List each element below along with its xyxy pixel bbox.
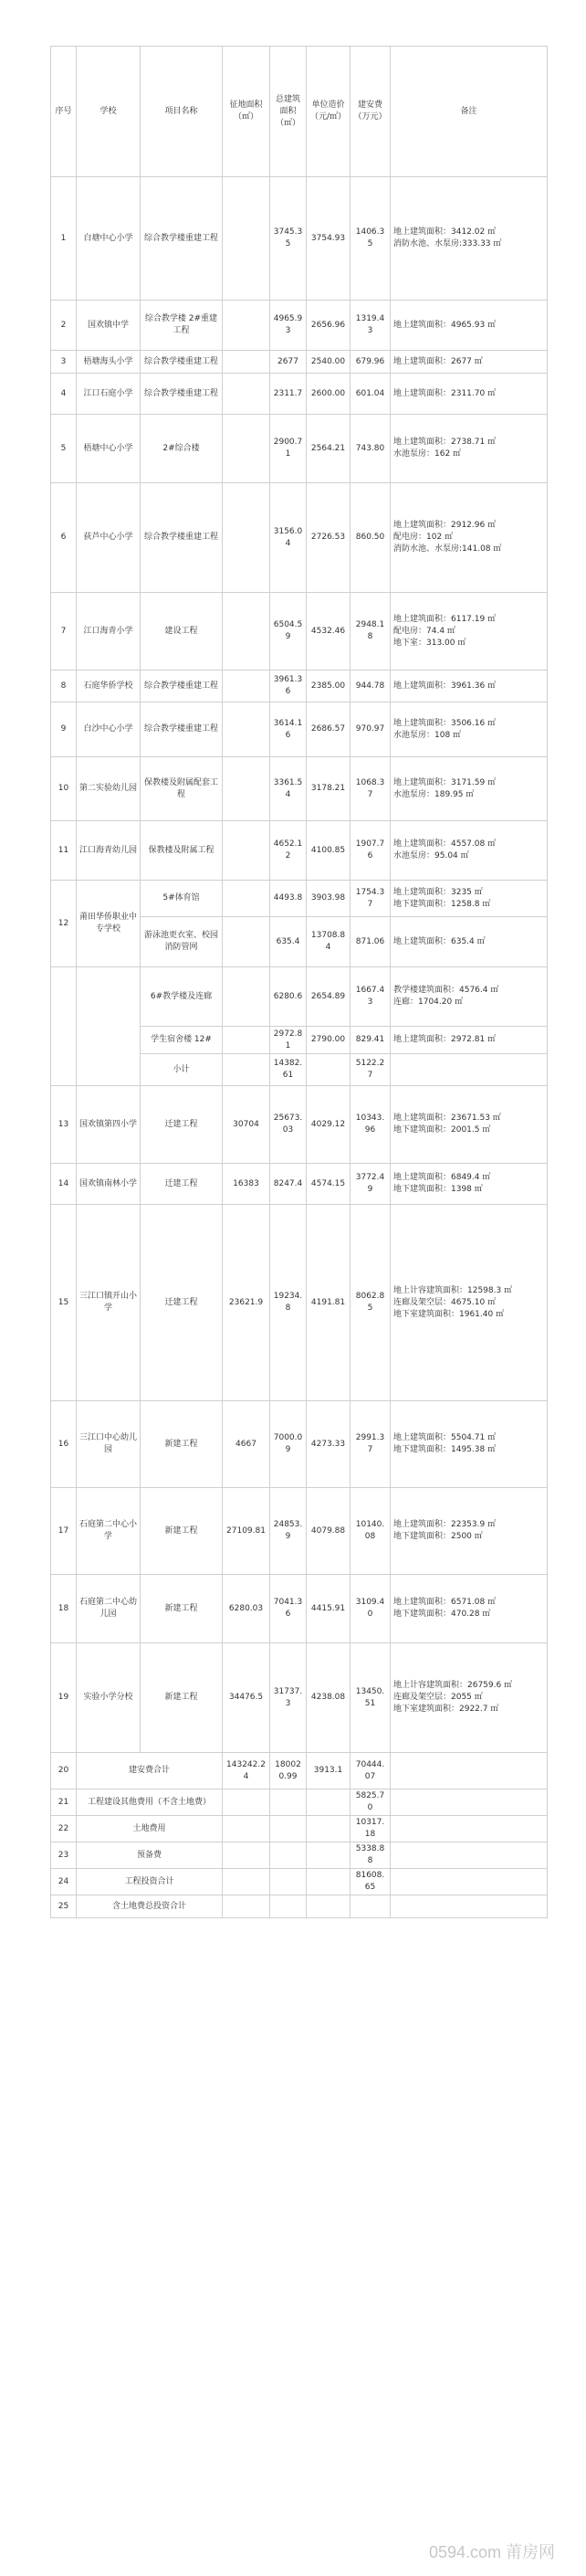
- construction-cost: 829.41: [351, 1027, 391, 1054]
- notes: 教学楼建筑面积：4576.4 ㎡ 连廊：1704.20 ㎡: [391, 967, 548, 1027]
- land-area: [223, 881, 270, 917]
- row-no: 20: [51, 1753, 77, 1789]
- construction-cost: 13450.51: [351, 1643, 391, 1753]
- total-area: 6504.59: [270, 593, 307, 670]
- unit-cost: 4574.15: [307, 1164, 351, 1205]
- school-name: 国欢镇南林小学: [77, 1164, 141, 1205]
- notes: 地上建筑面积：22353.9 ㎡ 地下建筑面积：2500 ㎡: [391, 1488, 548, 1575]
- table-row: [51, 301, 548, 351]
- notes: 地上计容建筑面积：26759.6 ㎡ 连廊及架空层：2055 ㎡ 地下室建筑面积：2922.7 ㎡: [391, 1643, 548, 1753]
- school-name: 国欢镇第四小学: [77, 1086, 141, 1164]
- land-area: 23621.9: [223, 1205, 270, 1401]
- table-row: [51, 967, 548, 1027]
- header-row: [51, 47, 548, 177]
- construction-cost: 1319.43: [351, 301, 391, 351]
- total-area: 4965.93: [270, 301, 307, 351]
- land-area: [223, 1054, 270, 1086]
- table-row: [51, 593, 548, 670]
- school-name: 石庭第二中心小学: [77, 1488, 141, 1575]
- school-name: 国欢镇中学: [77, 301, 141, 351]
- project-name: 新建工程: [141, 1488, 223, 1575]
- totals-row: [51, 1895, 548, 1918]
- unit-cost: 2564.21: [307, 415, 351, 483]
- header-notes: 备注: [391, 47, 548, 177]
- project-name: 2#综合楼: [141, 415, 223, 483]
- notes: [391, 1753, 548, 1789]
- construction-cost: 1667.43: [351, 967, 391, 1027]
- row-no: 14: [51, 1164, 77, 1205]
- land-area: 30704: [223, 1086, 270, 1164]
- unit-cost: 2600.00: [307, 374, 351, 415]
- construction-cost: 970.97: [351, 702, 391, 757]
- notes: [391, 1816, 548, 1842]
- table-row: [51, 1643, 548, 1753]
- unit-cost: 4415.91: [307, 1575, 351, 1643]
- project-investment-table: [50, 46, 548, 1918]
- total-area: [270, 1789, 307, 1816]
- construction-cost: 2948.18: [351, 593, 391, 670]
- unit-cost: 3178.21: [307, 757, 351, 821]
- totals-row: [51, 1842, 548, 1869]
- construction-cost: 944.78: [351, 670, 391, 702]
- total-area: 2677: [270, 351, 307, 374]
- project-name: 迁建工程: [141, 1205, 223, 1401]
- project-name: 综合教学楼重建工程: [141, 670, 223, 702]
- notes: 地上建筑面积：2972.81 ㎡: [391, 1027, 548, 1054]
- notes: 地上建筑面积：2677 ㎡: [391, 351, 548, 374]
- total-area: 2311.7: [270, 374, 307, 415]
- unit-cost: 2656.96: [307, 301, 351, 351]
- table-row: [51, 1086, 548, 1164]
- total-area: [270, 1895, 307, 1918]
- table-row: [51, 821, 548, 881]
- totals-label: 含土地费总投资合计: [77, 1895, 223, 1918]
- land-area: [223, 1027, 270, 1054]
- school-name: 梧塘中心小学: [77, 415, 141, 483]
- construction-cost: 1907.76: [351, 821, 391, 881]
- construction-cost: 1754.37: [351, 881, 391, 917]
- construction-cost: 8062.85: [351, 1205, 391, 1401]
- unit-cost: 4273.33: [307, 1401, 351, 1488]
- row-no: 4: [51, 374, 77, 415]
- unit-cost: 4029.12: [307, 1086, 351, 1164]
- total-area: 24853.9: [270, 1488, 307, 1575]
- notes: 地上建筑面积：2311.70 ㎡: [391, 374, 548, 415]
- land-area: [223, 374, 270, 415]
- unit-cost: 4191.81: [307, 1205, 351, 1401]
- table-row: [51, 177, 548, 301]
- row-no: 9: [51, 702, 77, 757]
- land-area: [223, 483, 270, 593]
- land-area: [223, 1869, 270, 1895]
- header-no: 序号: [51, 47, 77, 177]
- total-area: 6280.6: [270, 967, 307, 1027]
- construction-cost: 5825.70: [351, 1789, 391, 1816]
- unit-cost: [307, 1816, 351, 1842]
- notes: 地上建筑面积：635.4 ㎡: [391, 917, 548, 967]
- land-area: [223, 1789, 270, 1816]
- construction-cost: 679.96: [351, 351, 391, 374]
- table-row: [51, 1164, 548, 1205]
- unit-cost: 4238.08: [307, 1643, 351, 1753]
- total-area: 4493.8: [270, 881, 307, 917]
- notes: 地上建筑面积：3235 ㎡ 地下建筑面积：1258.8 ㎡: [391, 881, 548, 917]
- school-name: 莆田华侨职业中专学校: [77, 881, 141, 967]
- unit-cost: 2540.00: [307, 351, 351, 374]
- school-name: 荻芦中心小学: [77, 483, 141, 593]
- unit-cost: 3903.98: [307, 881, 351, 917]
- row-no: 17: [51, 1488, 77, 1575]
- school-name: 白沙中心小学: [77, 702, 141, 757]
- construction-cost: 10140.08: [351, 1488, 391, 1575]
- total-area: 3614.16: [270, 702, 307, 757]
- table-row: [51, 483, 548, 593]
- project-name: 迁建工程: [141, 1086, 223, 1164]
- unit-cost: 3913.1: [307, 1753, 351, 1789]
- notes: 地上建筑面积：3506.16 ㎡ 水池泵房：108 ㎡: [391, 702, 548, 757]
- land-area: [223, 593, 270, 670]
- notes: 地上建筑面积：23671.53 ㎡ 地下建筑面积：2001.5 ㎡: [391, 1086, 548, 1164]
- total-area: 19234.8: [270, 1205, 307, 1401]
- school-name: 江口海青幼儿园: [77, 821, 141, 881]
- school-name: 实验小学分校: [77, 1643, 141, 1753]
- construction-cost: 860.50: [351, 483, 391, 593]
- land-area: [223, 1842, 270, 1869]
- unit-cost: [307, 1895, 351, 1918]
- row-no: 8: [51, 670, 77, 702]
- project-name: 综合教学楼重建工程: [141, 702, 223, 757]
- header-land-area: 征地面积（㎡）: [223, 47, 270, 177]
- land-area: [223, 1895, 270, 1918]
- unit-cost: [307, 1054, 351, 1086]
- unit-cost: 2790.00: [307, 1027, 351, 1054]
- notes: 地上建筑面积：4557.08 ㎡ 水池泵房：95.04 ㎡: [391, 821, 548, 881]
- row-no: 2: [51, 301, 77, 351]
- project-name: 小计: [141, 1054, 223, 1086]
- row-no: 25: [51, 1895, 77, 1918]
- construction-cost: 3772.49: [351, 1164, 391, 1205]
- construction-cost: 10343.96: [351, 1086, 391, 1164]
- header-unit-cost: 单位造价（元/㎡）: [307, 47, 351, 177]
- unit-cost: 2654.89: [307, 967, 351, 1027]
- total-area: [270, 1842, 307, 1869]
- notes: [391, 1895, 548, 1918]
- totals-row: [51, 1869, 548, 1895]
- land-area: [223, 177, 270, 301]
- totals-row: [51, 1789, 548, 1816]
- total-area: 25673.03: [270, 1086, 307, 1164]
- notes: [391, 1869, 548, 1895]
- land-area: 34476.5: [223, 1643, 270, 1753]
- table-row: [51, 757, 548, 821]
- unit-cost: [307, 1842, 351, 1869]
- row-no: 6: [51, 483, 77, 593]
- school-name: 石庭华侨学校: [77, 670, 141, 702]
- total-area: 7041.36: [270, 1575, 307, 1643]
- land-area: [223, 757, 270, 821]
- project-name: 5#体育馆: [141, 881, 223, 917]
- total-area: 3961.36: [270, 670, 307, 702]
- row-no: 11: [51, 821, 77, 881]
- land-area: [223, 415, 270, 483]
- construction-cost: 81608.65: [351, 1869, 391, 1895]
- project-name: 新建工程: [141, 1401, 223, 1488]
- land-area: [223, 1816, 270, 1842]
- row-no-empty: [51, 967, 77, 1086]
- row-no: 19: [51, 1643, 77, 1753]
- table-row: [51, 1488, 548, 1575]
- construction-cost: 70444.07: [351, 1753, 391, 1789]
- construction-cost: 5338.88: [351, 1842, 391, 1869]
- total-area: 635.4: [270, 917, 307, 967]
- total-area: 2900.71: [270, 415, 307, 483]
- construction-cost: 1068.37: [351, 757, 391, 821]
- row-no: 21: [51, 1789, 77, 1816]
- row-no: 10: [51, 757, 77, 821]
- land-area: 27109.81: [223, 1488, 270, 1575]
- row-no: 18: [51, 1575, 77, 1643]
- row-no: 24: [51, 1869, 77, 1895]
- project-name: 新建工程: [141, 1643, 223, 1753]
- school-name: 石庭第二中心幼儿园: [77, 1575, 141, 1643]
- total-area: 180020.99: [270, 1753, 307, 1789]
- notes: 地上建筑面积：3412.02 ㎡ 消防水池、水泵房:333.33 ㎡: [391, 177, 548, 301]
- table-row: [51, 415, 548, 483]
- header-project: 项目名称: [141, 47, 223, 177]
- total-area: 3745.35: [270, 177, 307, 301]
- unit-cost: 2385.00: [307, 670, 351, 702]
- row-no: 15: [51, 1205, 77, 1401]
- total-area: [270, 1816, 307, 1842]
- school-name: 白塘中心小学: [77, 177, 141, 301]
- unit-cost: [307, 1789, 351, 1816]
- table-row: [51, 881, 548, 917]
- total-area: [270, 1869, 307, 1895]
- unit-cost: 4532.46: [307, 593, 351, 670]
- land-area: [223, 670, 270, 702]
- land-area: 143242.24: [223, 1753, 270, 1789]
- row-no: 3: [51, 351, 77, 374]
- school-name: 三江口中心幼儿园: [77, 1401, 141, 1488]
- notes: 地上建筑面积：3961.36 ㎡: [391, 670, 548, 702]
- total-area: 2972.81: [270, 1027, 307, 1054]
- notes: 地上建筑面积：6571.08 ㎡ 地下建筑面积：470.28 ㎡: [391, 1575, 548, 1643]
- total-area: 3156.04: [270, 483, 307, 593]
- table-row: [51, 374, 548, 415]
- notes: 地上建筑面积：4965.93 ㎡: [391, 301, 548, 351]
- unit-cost: 4100.85: [307, 821, 351, 881]
- total-area: 3361.54: [270, 757, 307, 821]
- construction-cost: 1406.35: [351, 177, 391, 301]
- row-no: 16: [51, 1401, 77, 1488]
- notes: 地上建筑面积：2738.71 ㎡ 水池泵房：162 ㎡: [391, 415, 548, 483]
- construction-cost: [351, 1895, 391, 1918]
- school-name: 第二实验幼儿园: [77, 757, 141, 821]
- total-area: 4652.12: [270, 821, 307, 881]
- notes: 地上建筑面积：2912.96 ㎡ 配电房：102 ㎡ 消防水池、水泵房:141.08 ㎡: [391, 483, 548, 593]
- notes: [391, 1842, 548, 1869]
- table-row: [51, 351, 548, 374]
- unit-cost: [307, 1869, 351, 1895]
- project-name: 迁建工程: [141, 1164, 223, 1205]
- notes: [391, 1789, 548, 1816]
- project-name: 保教楼及附属工程: [141, 821, 223, 881]
- table-row: [51, 1575, 548, 1643]
- row-no: 7: [51, 593, 77, 670]
- header-school: 学校: [77, 47, 141, 177]
- table-row: [51, 1205, 548, 1401]
- table-row: [51, 1401, 548, 1488]
- table-row: [51, 702, 548, 757]
- unit-cost: 4079.88: [307, 1488, 351, 1575]
- totals-label: 工程投资合计: [77, 1869, 223, 1895]
- land-area: [223, 351, 270, 374]
- table-row: [51, 670, 548, 702]
- totals-label: 工程建设其他费用（不含土地费）: [77, 1789, 223, 1816]
- notes: 地上建筑面积：5504.71 ㎡ 地下建筑面积：1495.38 ㎡: [391, 1401, 548, 1488]
- school-name: 梧塘海头小学: [77, 351, 141, 374]
- construction-cost: 601.04: [351, 374, 391, 415]
- land-area: [223, 702, 270, 757]
- construction-cost: 743.80: [351, 415, 391, 483]
- total-area: 8247.4: [270, 1164, 307, 1205]
- notes: 地上建筑面积：6849.4 ㎡ 地下建筑面积：1398 ㎡: [391, 1164, 548, 1205]
- notes: 地上建筑面积：3171.59 ㎡ 水池泵房：189.95 ㎡: [391, 757, 548, 821]
- land-area: [223, 917, 270, 967]
- project-name: 新建工程: [141, 1575, 223, 1643]
- project-name: 综合教学楼 2#重建工程: [141, 301, 223, 351]
- construction-cost: 2991.37: [351, 1401, 391, 1488]
- row-no: 1: [51, 177, 77, 301]
- unit-cost: 3754.93: [307, 177, 351, 301]
- project-name: 6#教学楼及连廊: [141, 967, 223, 1027]
- total-area: 7000.09: [270, 1401, 307, 1488]
- row-no: 13: [51, 1086, 77, 1164]
- unit-cost: 2686.57: [307, 702, 351, 757]
- totals-row: [51, 1753, 548, 1789]
- project-name: 游泳池更衣室、校园消防管网: [141, 917, 223, 967]
- totals-label: 建安费合计: [77, 1753, 223, 1789]
- project-name: 建设工程: [141, 593, 223, 670]
- land-area: [223, 967, 270, 1027]
- totals-row: [51, 1816, 548, 1842]
- project-name: 保教楼及附属配套工程: [141, 757, 223, 821]
- construction-cost: 5122.27: [351, 1054, 391, 1086]
- header-construction-cost: 建安费（万元）: [351, 47, 391, 177]
- totals-label: 预备费: [77, 1842, 223, 1869]
- row-no: 23: [51, 1842, 77, 1869]
- construction-cost: 10317.18: [351, 1816, 391, 1842]
- notes: 地上计容建筑面积：12598.3 ㎡ 连廊及架空层：4675.10 ㎡ 地下室建筑面积：1961.40 ㎡: [391, 1205, 548, 1401]
- notes: [391, 1054, 548, 1086]
- watermark: 0594.com 莆房网: [429, 2543, 556, 2561]
- land-area: [223, 301, 270, 351]
- land-area: [223, 821, 270, 881]
- school-name: 三江口镇开山小学: [77, 1205, 141, 1401]
- construction-cost: 871.06: [351, 917, 391, 967]
- row-no: 12: [51, 881, 77, 967]
- row-no: 22: [51, 1816, 77, 1842]
- total-area: 31737.3: [270, 1643, 307, 1753]
- land-area: 16383: [223, 1164, 270, 1205]
- project-name: 综合教学楼重建工程: [141, 351, 223, 374]
- project-name: 综合教学楼重建工程: [141, 374, 223, 415]
- unit-cost: 2726.53: [307, 483, 351, 593]
- school-name: 江口石庭小学: [77, 374, 141, 415]
- unit-cost: 13708.84: [307, 917, 351, 967]
- land-area: 4667: [223, 1401, 270, 1488]
- project-name: 综合教学楼重建工程: [141, 177, 223, 301]
- project-name: 综合教学楼重建工程: [141, 483, 223, 593]
- header-total-area: 总建筑面积（㎡）: [270, 47, 307, 177]
- project-name: 学生宿舍楼 12#: [141, 1027, 223, 1054]
- row-no: 5: [51, 415, 77, 483]
- totals-label: 土地费用: [77, 1816, 223, 1842]
- total-area: 14382.61: [270, 1054, 307, 1086]
- school-name-empty: [77, 967, 141, 1086]
- construction-cost: 3109.40: [351, 1575, 391, 1643]
- land-area: 6280.03: [223, 1575, 270, 1643]
- notes: 地上建筑面积：6117.19 ㎡ 配电房：74.4 ㎡ 地下室：313.00 ㎡: [391, 593, 548, 670]
- school-name: 江口海青小学: [77, 593, 141, 670]
